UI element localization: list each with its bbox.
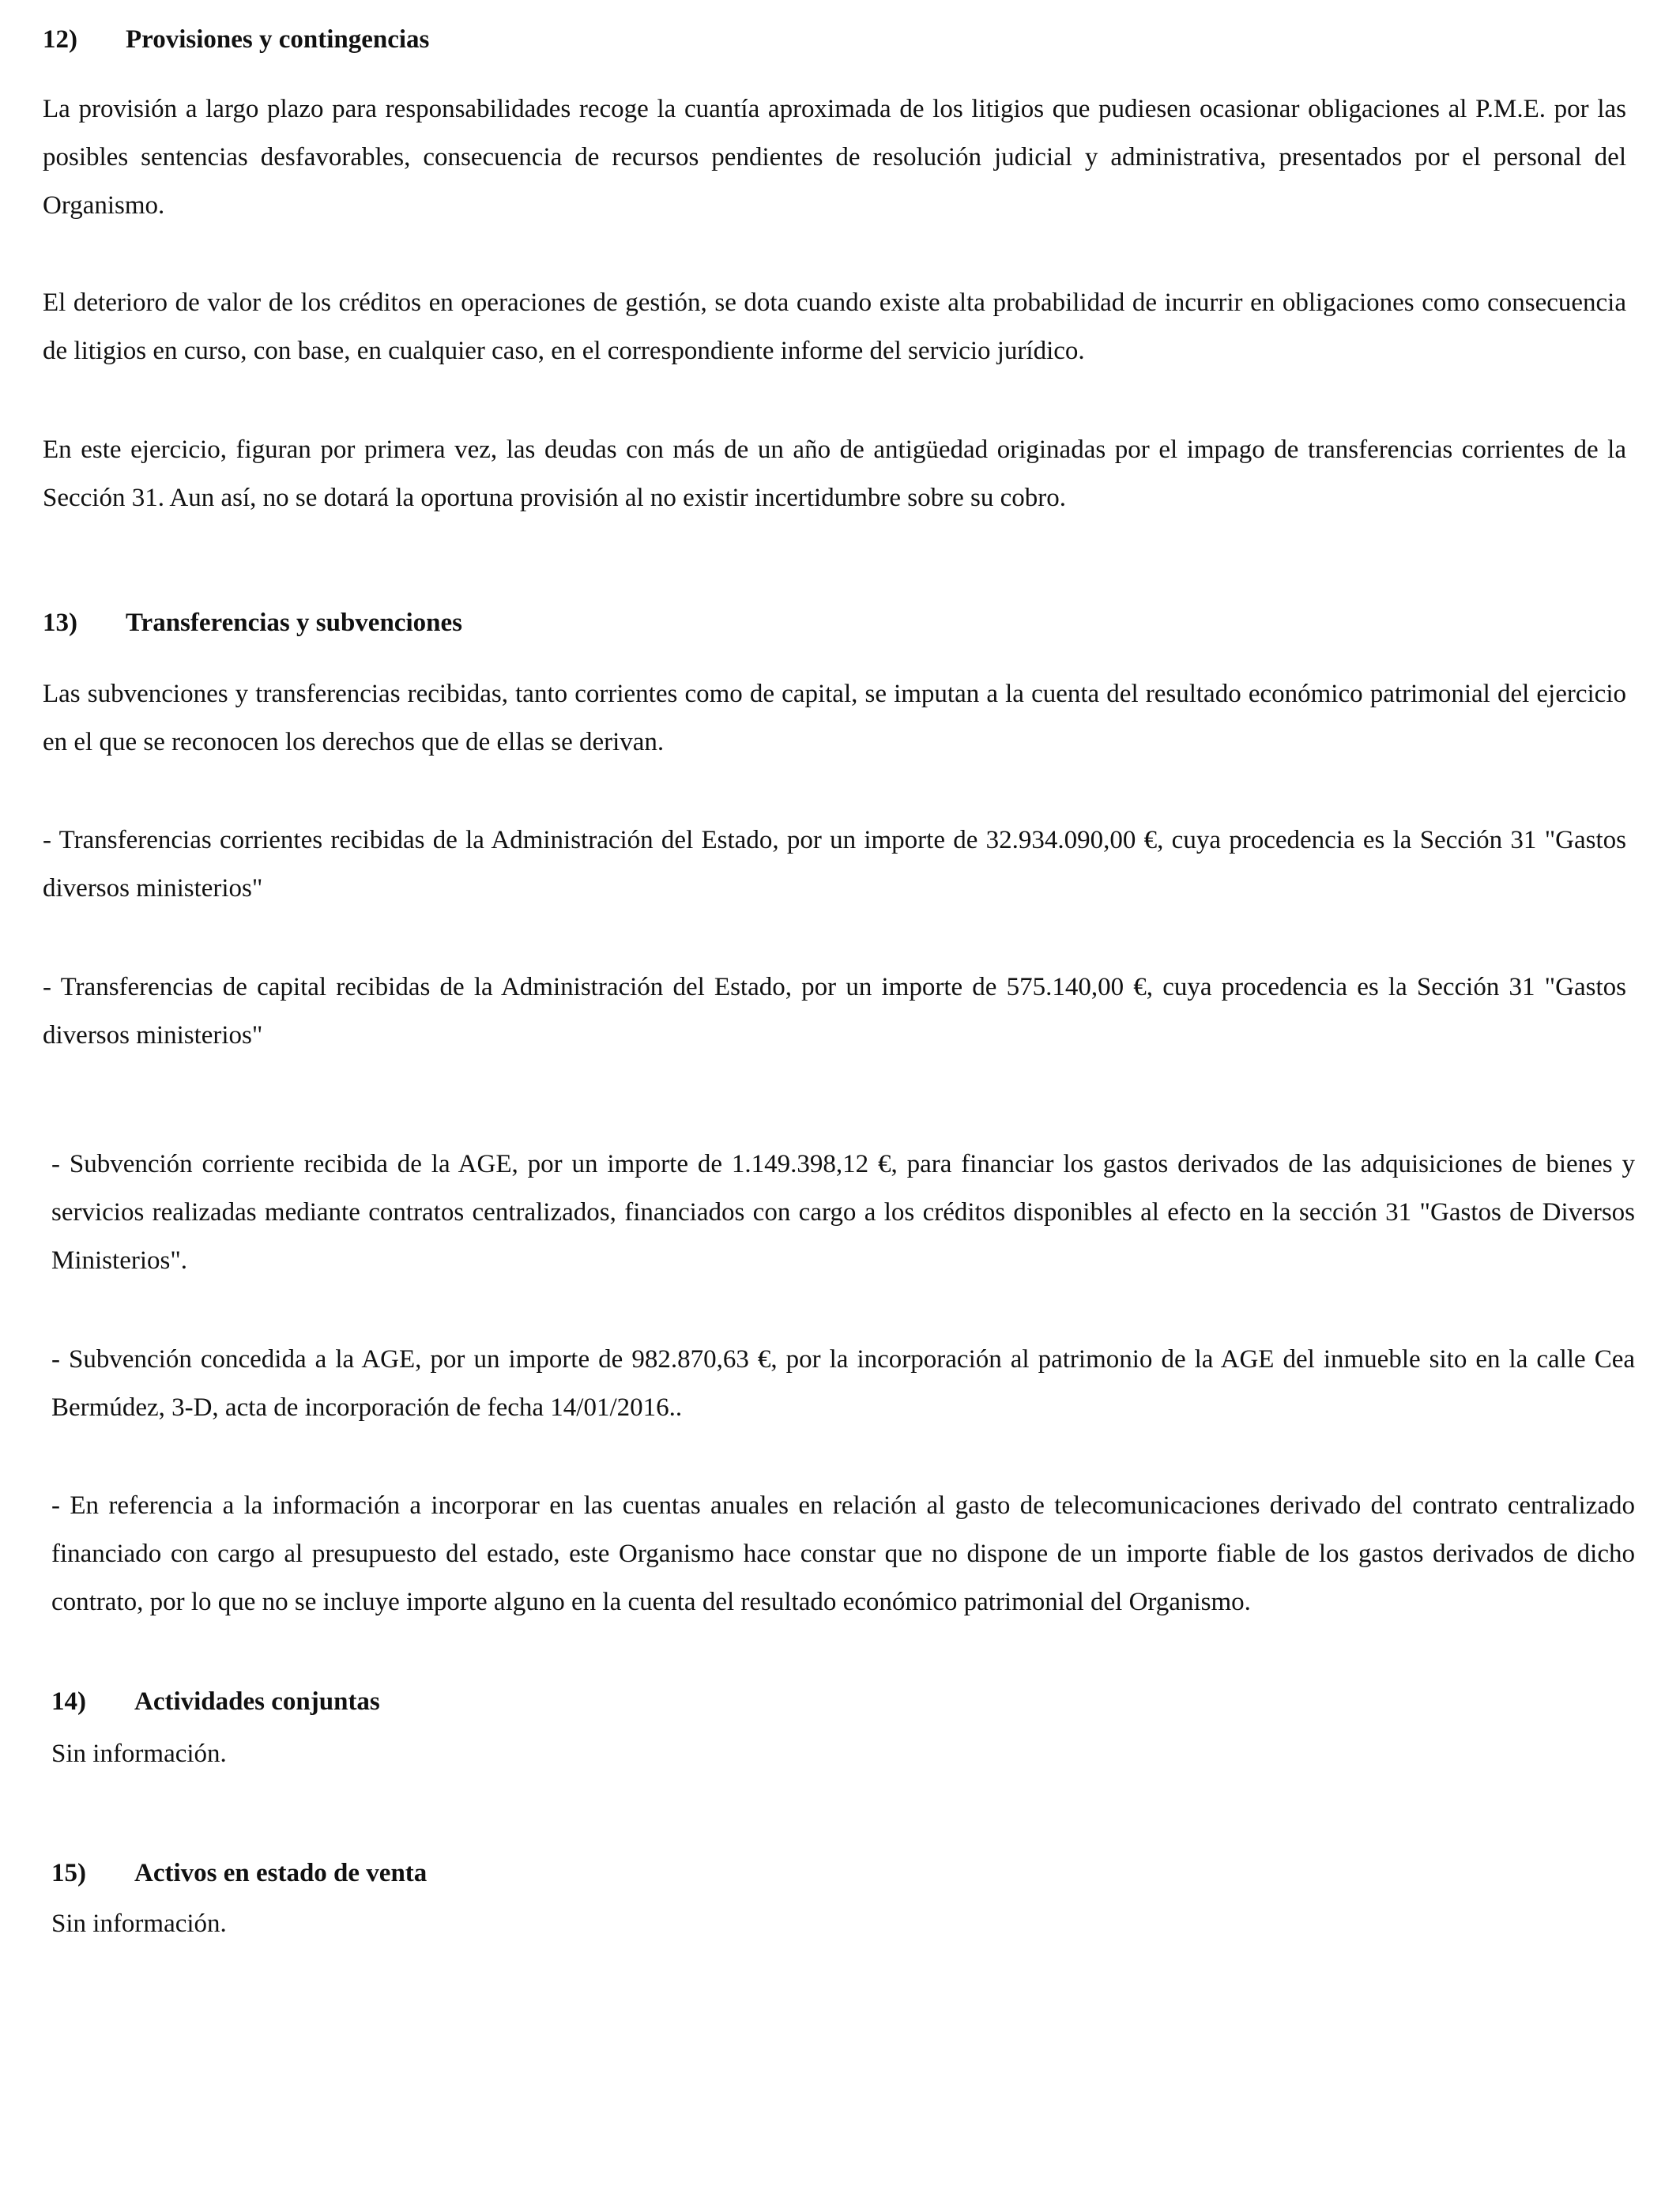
section-number: 14) (51, 1687, 86, 1716)
paragraph: - En referencia a la información a incorporar en las cuentas anuales en relación al gasto de telecomunicaciones derivado del contrato centralizado financiado con cargo al presupuesto del estado, este Organismo hace constar que no dispone de un importe fiable de los gastos derivados de dicho contrato, por lo que no se incluye importe alguno en la cuenta del resultado económico patrimonial del Organismo. (51, 1491, 1635, 1616)
paragraph: - Subvención concedida a la AGE, por un importe de 982.870,63 €, por la incorporación al patrimonio de la AGE del inmueble sito en la calle Cea Bermúdez, 3-D, acta de incorporación de fecha 14/01/2016.. (51, 1345, 1635, 1422)
paragraph: El deterioro de valor de los créditos en operaciones de gestión, se dota cuando existe alta probabilidad de incurrir en obligaciones como consecuencia de litigios en curso, con base, en cualquier caso, en el correspondiente informe del servicio jurídico. (43, 288, 1626, 365)
paragraph: - Subvención corriente recibida de la AGE, por un importe de 1.149.398,12 €, para financiar los gastos derivados de las adquisiciones de bienes y servicios realizadas mediante contratos centralizados, financiados con cargo a los créditos disponibles al efecto en la sección 31 "Gastos de Diversos Ministerios". (51, 1150, 1635, 1275)
section-title: Actividades conjuntas (134, 1687, 380, 1716)
section-title: Activos en estado de venta (134, 1859, 428, 1887)
section-title: Transferencias y subvenciones (126, 609, 462, 637)
section-number: 12) (43, 25, 77, 54)
section-heading-12 (43, 24, 429, 55)
paragraph: La provisión a largo plazo para responsabilidades recoge la cuantía aproximada de los litigios que pudiesen ocasionar obligaciones al P.M.E. por las posibles sentencias desfavorables, consecuencia de recursos pendientes de resolución judicial y administrativa, presentados por el personal del Organismo. (43, 95, 1626, 220)
section-heading-15 (51, 1857, 427, 1889)
paragraph: En este ejercicio, figuran por primera vez, las deudas con más de un año de antigüedad originadas por el impago de transferencias corrientes de la Sección 31. Aun así, no se dotará la oportuna provisión al no existir incertidumbre sobre su cobro. (43, 435, 1626, 512)
paragraph: Sin información. (51, 1740, 227, 1768)
section-heading-14 (51, 1686, 380, 1717)
paragraph: - Transferencias corrientes recibidas de la Administración del Estado, por un importe de 32.934.090,00 €, cuya procedencia es la Sección 31 "Gastos diversos ministerios" (43, 826, 1626, 903)
section-title: Provisiones y contingencias (126, 25, 430, 54)
paragraph: - Transferencias de capital recibidas de la Administración del Estado, por un importe de 575.140,00 €, cuya procedencia es la Sección 31 "Gastos diversos ministerios" (43, 973, 1626, 1050)
section-number: 15) (51, 1859, 86, 1887)
paragraph: Sin información. (51, 1909, 227, 1938)
section-number: 13) (43, 609, 77, 637)
section-heading-13 (43, 607, 462, 639)
paragraph: Las subvenciones y transferencias recibidas, tanto corrientes como de capital, se imputan a la cuenta del resultado económico patrimonial del ejercicio en el que se reconocen los derechos que de ellas se derivan. (43, 680, 1626, 756)
